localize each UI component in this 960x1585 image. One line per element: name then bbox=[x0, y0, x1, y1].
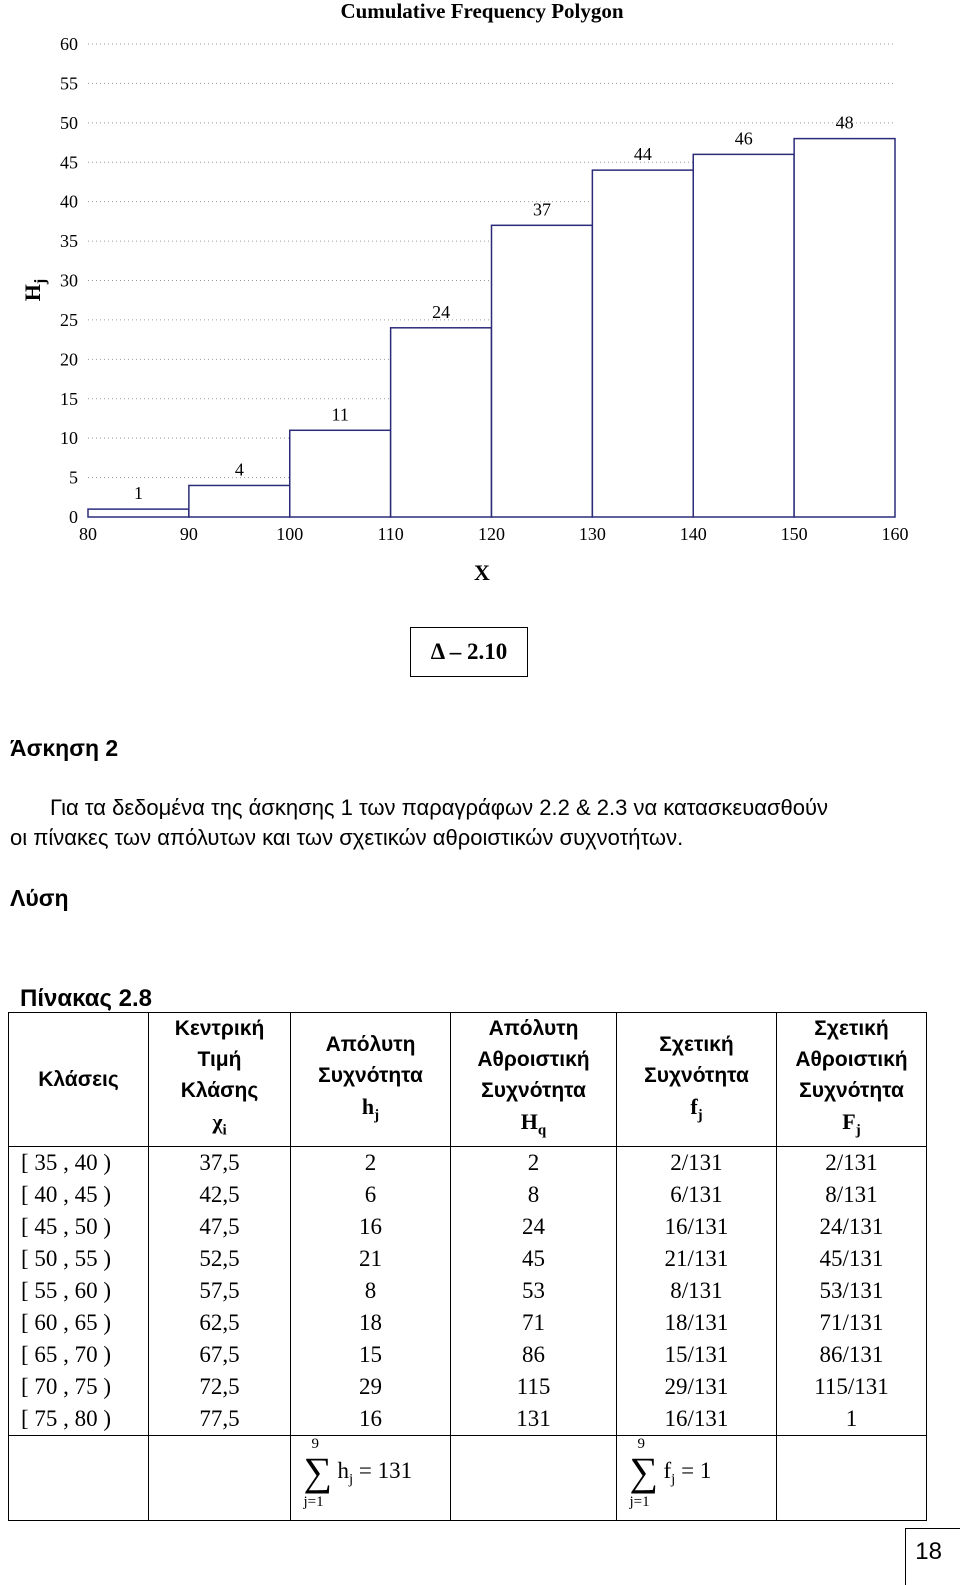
table-cell: 53/131 bbox=[777, 1275, 927, 1307]
cumulative-frequency-chart bbox=[0, 0, 960, 600]
column-symbol-main: χ bbox=[212, 1109, 223, 1134]
column-header-line: Κεντρική bbox=[174, 1017, 265, 1040]
column-symbol-main: h bbox=[361, 1093, 375, 1119]
table-row bbox=[9, 1179, 927, 1211]
y-tick-label: 5 bbox=[69, 467, 78, 488]
column-header-line: Αθροιστική bbox=[795, 1048, 908, 1071]
x-tick-label: 160 bbox=[881, 524, 909, 544]
table-cell: 131 bbox=[451, 1403, 617, 1436]
table-cell: [ 70 , 75 ) bbox=[9, 1371, 149, 1403]
y-tick-label: 40 bbox=[60, 191, 78, 212]
table-cell: [ 35 , 40 ) bbox=[9, 1147, 149, 1180]
table-cell: 24/131 bbox=[777, 1211, 927, 1243]
table-cell: 86 bbox=[451, 1339, 617, 1371]
y-tick-label: 0 bbox=[69, 507, 78, 527]
bar bbox=[88, 509, 189, 517]
sum-f bbox=[622, 1436, 772, 1514]
table-cell: 42,5 bbox=[149, 1179, 291, 1211]
bar-value-label: 11 bbox=[331, 404, 349, 425]
y-tick-label: 60 bbox=[60, 34, 78, 54]
sum-h bbox=[296, 1436, 446, 1514]
exercise-text bbox=[10, 793, 955, 853]
column-header-line: Σχετική bbox=[814, 1017, 889, 1040]
table-cell: 86/131 bbox=[777, 1339, 927, 1371]
table-row bbox=[9, 1211, 927, 1243]
table-cell: 21/131 bbox=[617, 1243, 777, 1275]
column-header-line: Σχετική bbox=[659, 1032, 734, 1056]
table-row bbox=[9, 1307, 927, 1339]
sum-h-sub: j bbox=[349, 1471, 354, 1488]
solution-title: Λύση bbox=[10, 885, 69, 911]
column-symbol-main: H bbox=[520, 1109, 538, 1134]
table-cell: [ 60 , 65 ) bbox=[9, 1307, 149, 1339]
sum-f-result: = 1 bbox=[681, 1458, 712, 1484]
x-tick-labels bbox=[79, 524, 909, 544]
column-header bbox=[9, 1013, 149, 1147]
column-header bbox=[617, 1013, 777, 1147]
x-axis-label: X bbox=[474, 560, 490, 585]
table-cell: 8 bbox=[291, 1275, 451, 1307]
table-row bbox=[9, 1243, 927, 1275]
sum-h-cell bbox=[291, 1436, 451, 1521]
table-title: Πίνακας 2.8 bbox=[20, 985, 152, 1012]
column-symbol-sub: i bbox=[222, 1122, 227, 1139]
x-tick-label: 150 bbox=[780, 524, 808, 544]
x-tick-label: 140 bbox=[679, 524, 707, 544]
table-sum-row bbox=[9, 1436, 927, 1521]
y-tick-label: 35 bbox=[60, 231, 78, 252]
column-symbol-sub: j bbox=[855, 1122, 861, 1139]
table-header-row bbox=[9, 1013, 927, 1147]
y-tick-label: 50 bbox=[60, 112, 78, 133]
column-symbol-main: f bbox=[690, 1093, 698, 1119]
x-tick-label: 80 bbox=[79, 524, 97, 544]
page-number: 18 bbox=[915, 1538, 942, 1565]
frequency-table bbox=[8, 1012, 927, 1521]
bar-value-label: 4 bbox=[234, 459, 244, 480]
table-cell: 8/131 bbox=[777, 1179, 927, 1211]
y-axis-label-sub: j bbox=[32, 278, 49, 285]
column-header-line: Απόλυτη bbox=[488, 1017, 579, 1040]
chart-title: Cumulative Frequency Polygon bbox=[340, 0, 624, 23]
table-row bbox=[9, 1371, 927, 1403]
bar bbox=[693, 154, 794, 517]
column-header-line: Απόλυτη bbox=[325, 1032, 416, 1056]
sum-f-cell bbox=[617, 1436, 777, 1521]
sum-h-expression bbox=[338, 1458, 413, 1489]
table-cell: 2/131 bbox=[617, 1147, 777, 1180]
table-cell: 57,5 bbox=[149, 1275, 291, 1307]
sum-empty-cell bbox=[451, 1436, 617, 1521]
y-tick-labels bbox=[60, 34, 78, 527]
column-symbol bbox=[777, 1106, 926, 1146]
table-cell: 62,5 bbox=[149, 1307, 291, 1339]
table-cell: 21 bbox=[291, 1243, 451, 1275]
table-cell: 8/131 bbox=[617, 1275, 777, 1307]
exercise-line-2: οι πίνακες των απόλυτων και των σχετικών αθροιστικών συχνοτήτων. bbox=[10, 825, 684, 850]
figure-caption: Δ – 2.10 bbox=[410, 627, 528, 677]
table-cell: 15 bbox=[291, 1339, 451, 1371]
column-symbol bbox=[617, 1091, 776, 1131]
x-tick-label: 90 bbox=[179, 524, 198, 544]
bar bbox=[189, 485, 290, 517]
bar bbox=[794, 139, 895, 517]
table-cell: [ 40 , 45 ) bbox=[9, 1179, 149, 1211]
table-cell: 16 bbox=[291, 1211, 451, 1243]
table-cell: [ 75 , 80 ) bbox=[9, 1403, 149, 1436]
bar-value-label: 44 bbox=[633, 144, 652, 165]
sum-f-sub: j bbox=[671, 1471, 676, 1488]
sigma-icon: ∑ bbox=[629, 1449, 659, 1495]
table-cell: 53 bbox=[451, 1275, 617, 1307]
sum-h-var: h bbox=[337, 1458, 349, 1484]
bars bbox=[88, 139, 895, 517]
table-row bbox=[9, 1147, 927, 1180]
y-tick-label: 45 bbox=[60, 152, 78, 173]
table-cell: 47,5 bbox=[149, 1211, 291, 1243]
bar bbox=[492, 225, 593, 517]
column-header-line: Συχνότητα bbox=[644, 1063, 749, 1087]
table-cell: 6/131 bbox=[617, 1179, 777, 1211]
table-cell: 1 bbox=[777, 1403, 927, 1436]
sum-h-upper: 9 bbox=[311, 1436, 319, 1453]
exercise-line-1: Για τα δεδομένα της άσκησης 1 των παραγράφων 2.2 & 2.3 να κατασκευασθούν bbox=[50, 795, 829, 820]
bar bbox=[391, 328, 492, 517]
column-symbol-sub: q bbox=[537, 1122, 547, 1139]
table-cell: 52,5 bbox=[149, 1243, 291, 1275]
column-header-line: Συχνότητα bbox=[481, 1079, 586, 1102]
column-header-line: Αθροιστική bbox=[477, 1048, 590, 1071]
svg-text:Hj bbox=[20, 279, 49, 301]
y-tick-label: 20 bbox=[60, 349, 78, 370]
sum-f-lower: j=1 bbox=[629, 1494, 650, 1511]
table-cell: 71 bbox=[451, 1307, 617, 1339]
table-cell: 16 bbox=[291, 1403, 451, 1436]
sum-empty-cell bbox=[149, 1436, 291, 1521]
table-cell: [ 65 , 70 ) bbox=[9, 1339, 149, 1371]
table-cell: 18 bbox=[291, 1307, 451, 1339]
bar bbox=[592, 170, 693, 517]
column-header bbox=[451, 1013, 617, 1147]
table-cell: 15/131 bbox=[617, 1339, 777, 1371]
bar-value-label: 1 bbox=[133, 483, 143, 504]
sum-f-upper: 9 bbox=[637, 1436, 645, 1453]
table-cell: 45 bbox=[451, 1243, 617, 1275]
table-cell: [ 50 , 55 ) bbox=[9, 1243, 149, 1275]
sum-h-lower: j=1 bbox=[303, 1494, 324, 1511]
table-cell: 71/131 bbox=[777, 1307, 927, 1339]
column-header-line: Κλάσης bbox=[180, 1079, 259, 1102]
x-tick-label: 100 bbox=[276, 524, 304, 544]
y-axis-label bbox=[20, 279, 49, 301]
table-cell: 115/131 bbox=[777, 1371, 927, 1403]
table-row bbox=[9, 1339, 927, 1371]
column-header bbox=[149, 1013, 291, 1147]
table-cell: 67,5 bbox=[149, 1339, 291, 1371]
sum-h-result: = 131 bbox=[358, 1458, 413, 1484]
table-cell: 16/131 bbox=[617, 1211, 777, 1243]
x-tick-label: 120 bbox=[478, 524, 505, 544]
y-tick-label: 10 bbox=[60, 428, 78, 449]
table-cell: 29 bbox=[291, 1371, 451, 1403]
column-header-line: Συχνότητα bbox=[318, 1063, 423, 1087]
x-tick-label: 130 bbox=[578, 524, 606, 544]
table-cell: 77,5 bbox=[149, 1403, 291, 1436]
column-symbol bbox=[149, 1106, 290, 1146]
table-cell: 6 bbox=[291, 1179, 451, 1211]
bar bbox=[290, 430, 391, 517]
column-symbol-main: F bbox=[842, 1109, 856, 1134]
column-header bbox=[777, 1013, 927, 1147]
y-tick-label: 15 bbox=[60, 388, 78, 409]
table-cell: 16/131 bbox=[617, 1403, 777, 1436]
table-cell: 2 bbox=[291, 1147, 451, 1180]
table-cell: 2 bbox=[451, 1147, 617, 1180]
column-symbol bbox=[291, 1091, 450, 1131]
table-cell: [ 55 , 60 ) bbox=[9, 1275, 149, 1307]
table-cell: 29/131 bbox=[617, 1371, 777, 1403]
table-cell: 72,5 bbox=[149, 1371, 291, 1403]
column-header-line: Κλάσεις bbox=[38, 1068, 119, 1092]
table-cell: [ 45 , 50 ) bbox=[9, 1211, 149, 1243]
column-header-line: Τιμή bbox=[197, 1048, 242, 1071]
column-symbol-sub: j bbox=[374, 1106, 380, 1123]
y-tick-label: 25 bbox=[60, 309, 78, 330]
table-cell: 45/131 bbox=[777, 1243, 927, 1275]
bar-value-label: 24 bbox=[432, 301, 451, 322]
sigma-icon: ∑ bbox=[303, 1449, 333, 1495]
table-cell: 37,5 bbox=[149, 1147, 291, 1180]
sum-f-var: f bbox=[663, 1458, 672, 1484]
bar-value-label: 46 bbox=[734, 128, 753, 149]
column-header-line: Συχνότητα bbox=[799, 1079, 904, 1102]
sum-empty-cell bbox=[777, 1436, 927, 1521]
bar-value-label: 37 bbox=[532, 199, 551, 220]
y-axis-label-main: H bbox=[20, 284, 45, 302]
table-cell: 18/131 bbox=[617, 1307, 777, 1339]
table-cell: 2/131 bbox=[777, 1147, 927, 1180]
exercise-title: Άσκηση 2 bbox=[10, 735, 119, 761]
table-row bbox=[9, 1275, 927, 1307]
table-cell: 8 bbox=[451, 1179, 617, 1211]
sum-f-expression bbox=[664, 1458, 712, 1489]
bar-value-label: 48 bbox=[835, 112, 854, 133]
column-symbol-sub: j bbox=[697, 1106, 703, 1123]
x-tick-label: 110 bbox=[377, 524, 404, 544]
table-row bbox=[9, 1403, 927, 1436]
table-cell: 115 bbox=[451, 1371, 617, 1403]
column-symbol bbox=[451, 1106, 616, 1146]
column-header bbox=[291, 1013, 451, 1147]
table-cell: 24 bbox=[451, 1211, 617, 1243]
table-body bbox=[9, 1147, 927, 1436]
sum-empty-cell bbox=[9, 1436, 149, 1521]
y-tick-label: 30 bbox=[60, 270, 78, 291]
y-tick-label: 55 bbox=[60, 73, 78, 94]
